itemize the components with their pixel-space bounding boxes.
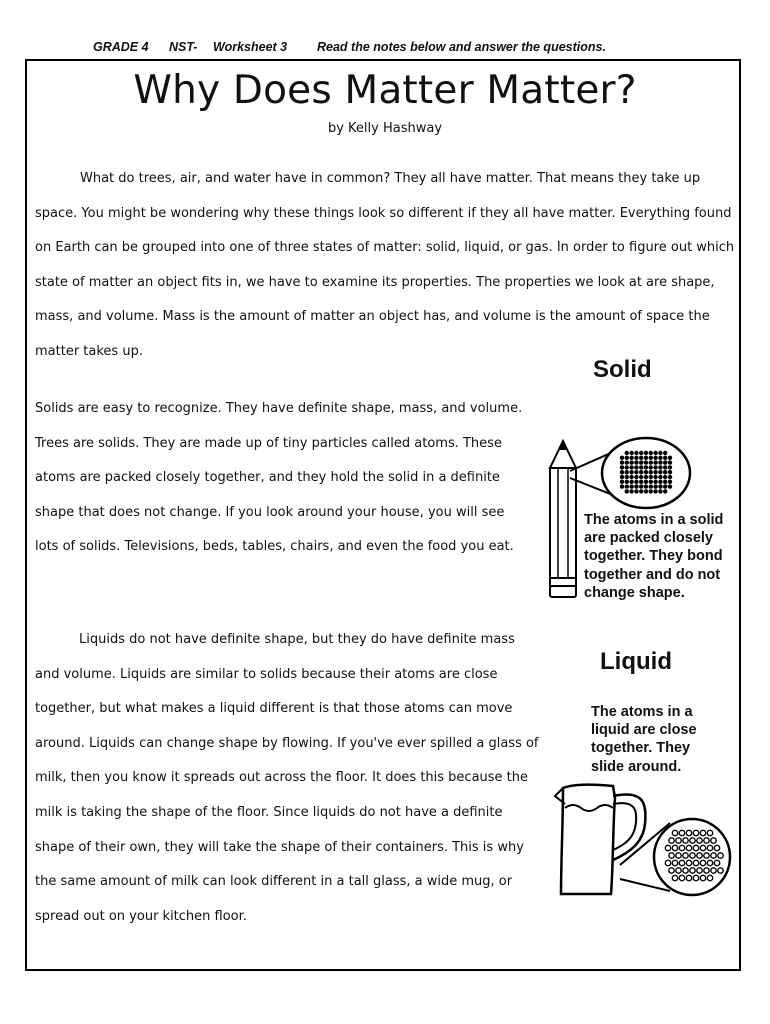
solid-atoms-magnifier-icon [570, 435, 740, 515]
liquid-figure-caption: The atoms in a liquid are close together. They slide around. [591, 704, 697, 775]
packed-atoms-grid [620, 451, 672, 494]
solid-atom [634, 465, 638, 469]
solid-atom [663, 465, 667, 469]
liquid-atom [676, 868, 681, 873]
solid-atom [634, 480, 638, 484]
solid-atom [658, 480, 662, 484]
worksheet-header [93, 40, 693, 58]
liquid-atom [683, 838, 688, 843]
solid-atom [649, 489, 653, 493]
liquid-paragraph: Liquids do not have definite shape, but they do have definite mass and volume. Liquids are similar to solids because their atoms are close together, but what makes a liquid different is that those atoms can move around. Liquids can change shape by flowing. If you've ever spilled a glass of milk, then you know it spreads out across the floor. It does this because the milk is taking the shape of the floor. Since liquids do not have a definite shape of their own, they will take the shape of their containers. This is why the same amount of milk can look different in a tall glass, a wide mug, or spread out on your kitchen floor. [35, 632, 539, 924]
solid-atom [668, 456, 672, 460]
liquid-atom [711, 838, 716, 843]
solid-atom [663, 480, 667, 484]
liquid-atom [669, 868, 674, 873]
solid-paragraph: Solids are easy to recognize. They have definite shape, mass, and volume. Trees are solids. They are made up of tiny particles called atoms. These atoms are packed closely together, and they hold the solid in a definite shape that does not change. If you look around your house, you will see lots of solids. Televisions, beds, tables, chairs, and even the food you eat. [35, 401, 523, 555]
solid-atom [668, 475, 672, 479]
solid-atom [639, 484, 643, 488]
solid-atom [639, 456, 643, 460]
solid-atom [629, 475, 633, 479]
solid-atom [629, 456, 633, 460]
solid-atom [620, 460, 624, 464]
liquid-atom [700, 845, 705, 850]
solid-atom [653, 480, 657, 484]
solid-atom [625, 489, 629, 493]
worksheet-label: Worksheet 3 [213, 40, 288, 54]
solid-atom [634, 484, 638, 488]
liquid-atom [707, 845, 712, 850]
solid-atom [634, 470, 638, 474]
solid-atom [644, 484, 648, 488]
intro-paragraph: What do trees, air, and water have in common? They all have matter. That means they take up space. You might be wondering why these things look so different if they all have matter. Everything found on Earth can be grouped into one of three states of matter: solid, liquid, or gas. In order to figure out which state of matter an object fits in, we have to examine its properties. The properties we look at are shape, mass, and volume. Mass is the amount of matter an object has, and volume is the amount of space the matter takes up. [35, 171, 735, 359]
solid-atom [639, 465, 643, 469]
solid-atom [639, 470, 643, 474]
liquid-atom [693, 830, 698, 835]
solid-atom [658, 460, 662, 464]
solid-atom [653, 465, 657, 469]
solid-atom [663, 460, 667, 464]
solid-atom [668, 470, 672, 474]
liquid-atom [690, 853, 695, 858]
solid-atom [620, 465, 624, 469]
liquid-atom [679, 860, 684, 865]
liquid-atom [690, 838, 695, 843]
liquid-atom [676, 838, 681, 843]
liquid-atom [683, 868, 688, 873]
liquid-atom [697, 868, 702, 873]
liquid-atom [686, 875, 691, 880]
solid-atom [644, 475, 648, 479]
solid-atom [663, 470, 667, 474]
liquid-atom [679, 830, 684, 835]
solid-atom [653, 456, 657, 460]
liquid-atom [672, 860, 677, 865]
solid-atom [649, 470, 653, 474]
liquid-atom [714, 860, 719, 865]
article-title: Why Does Matter Matter? [133, 68, 637, 113]
solid-atom [668, 460, 672, 464]
solid-atom [625, 475, 629, 479]
liquid-atom [711, 853, 716, 858]
liquid-atom [686, 860, 691, 865]
liquid-atom [672, 845, 677, 850]
liquid-atom [697, 853, 702, 858]
solid-atom [653, 489, 657, 493]
solid-atom [625, 460, 629, 464]
solid-atom [625, 470, 629, 474]
solid-atom [649, 475, 653, 479]
solid-atom [639, 451, 643, 455]
solid-atom [644, 470, 648, 474]
solid-atom [620, 484, 624, 488]
liquid-atom [679, 845, 684, 850]
solid-atom [663, 475, 667, 479]
solid-atom [634, 456, 638, 460]
solid-atom [644, 480, 648, 484]
liquid-atom [697, 838, 702, 843]
liquid-atom [665, 845, 670, 850]
subject-label: NST- [169, 40, 198, 54]
solid-atom [658, 489, 662, 493]
solid-atom [629, 489, 633, 493]
solid-atom [629, 451, 633, 455]
liquid-atom [676, 853, 681, 858]
article-byline: by Kelly Hashway [327, 121, 443, 136]
solid-atom [649, 460, 653, 464]
solid-atom [634, 489, 638, 493]
liquid-atom [700, 860, 705, 865]
solid-atom [620, 480, 624, 484]
liquid-atom [711, 868, 716, 873]
liquid-atom [714, 845, 719, 850]
solid-atom [639, 475, 643, 479]
solid-atom [649, 480, 653, 484]
liquid-atom [700, 830, 705, 835]
liquid-atom [669, 838, 674, 843]
instruction-label: Read the notes below and answer the questions. [317, 40, 606, 54]
liquid-atom [718, 853, 723, 858]
solid-atom [620, 475, 624, 479]
solid-atom [658, 484, 662, 488]
solid-atom [629, 484, 633, 488]
liquid-atom [672, 875, 677, 880]
solid-atom [629, 470, 633, 474]
solid-atom [663, 489, 667, 493]
liquid-atom [718, 868, 723, 873]
solid-atom [658, 470, 662, 474]
liquid-atom [700, 875, 705, 880]
grade-label: GRADE 4 [93, 40, 149, 54]
solid-atom [620, 456, 624, 460]
liquid-atom [704, 838, 709, 843]
liquid-figure-title: Liquid [600, 648, 672, 675]
solid-atom [668, 465, 672, 469]
solid-atom [658, 465, 662, 469]
solid-atom [644, 489, 648, 493]
solid-atom [639, 489, 643, 493]
liquid-atom [704, 853, 709, 858]
liquid-atom [683, 853, 688, 858]
liquid-atom [679, 875, 684, 880]
solid-atom [644, 451, 648, 455]
solid-atom [644, 460, 648, 464]
solid-atom [663, 456, 667, 460]
solid-atom [653, 484, 657, 488]
liquid-atom [672, 830, 677, 835]
solid-atom [653, 475, 657, 479]
solid-atom [629, 465, 633, 469]
solid-atom [625, 484, 629, 488]
solid-atom [653, 460, 657, 464]
solid-atom [620, 470, 624, 474]
solid-figure-title: Solid [593, 356, 652, 383]
liquid-atom [686, 845, 691, 850]
liquid-atom [707, 860, 712, 865]
solid-atom [629, 480, 633, 484]
liquid-atom [690, 868, 695, 873]
solid-atom [653, 451, 657, 455]
solid-atom [639, 460, 643, 464]
liquid-atom [693, 845, 698, 850]
solid-atom [668, 480, 672, 484]
liquid-atom [693, 875, 698, 880]
solid-atom [644, 456, 648, 460]
solid-atom [634, 475, 638, 479]
liquid-atom [665, 860, 670, 865]
solid-atom [653, 470, 657, 474]
solid-atom [663, 451, 667, 455]
liquid-atom [707, 875, 712, 880]
solid-atom [629, 460, 633, 464]
solid-atom [649, 465, 653, 469]
solid-atom [639, 480, 643, 484]
liquid-atom [704, 868, 709, 873]
liquid-atom [707, 830, 712, 835]
solid-atom [625, 451, 629, 455]
solid-atom [668, 484, 672, 488]
solid-atom [649, 484, 653, 488]
solid-atom [634, 460, 638, 464]
solid-atom [634, 451, 638, 455]
liquid-atoms-magnifier-icon [620, 815, 732, 897]
liquid-atom [686, 830, 691, 835]
solid-atom [649, 456, 653, 460]
solid-atom [625, 465, 629, 469]
solid-atom [658, 475, 662, 479]
solid-atom [644, 465, 648, 469]
solid-atom [658, 451, 662, 455]
solid-atom [658, 456, 662, 460]
liquid-atom [693, 860, 698, 865]
solid-atom [663, 484, 667, 488]
liquid-atom [669, 853, 674, 858]
solid-atom [649, 451, 653, 455]
solid-figure-caption: The atoms in a solid are packed closely together. They bond together and do not change shape. [584, 512, 724, 601]
solid-atom [625, 480, 629, 484]
solid-atom [625, 456, 629, 460]
